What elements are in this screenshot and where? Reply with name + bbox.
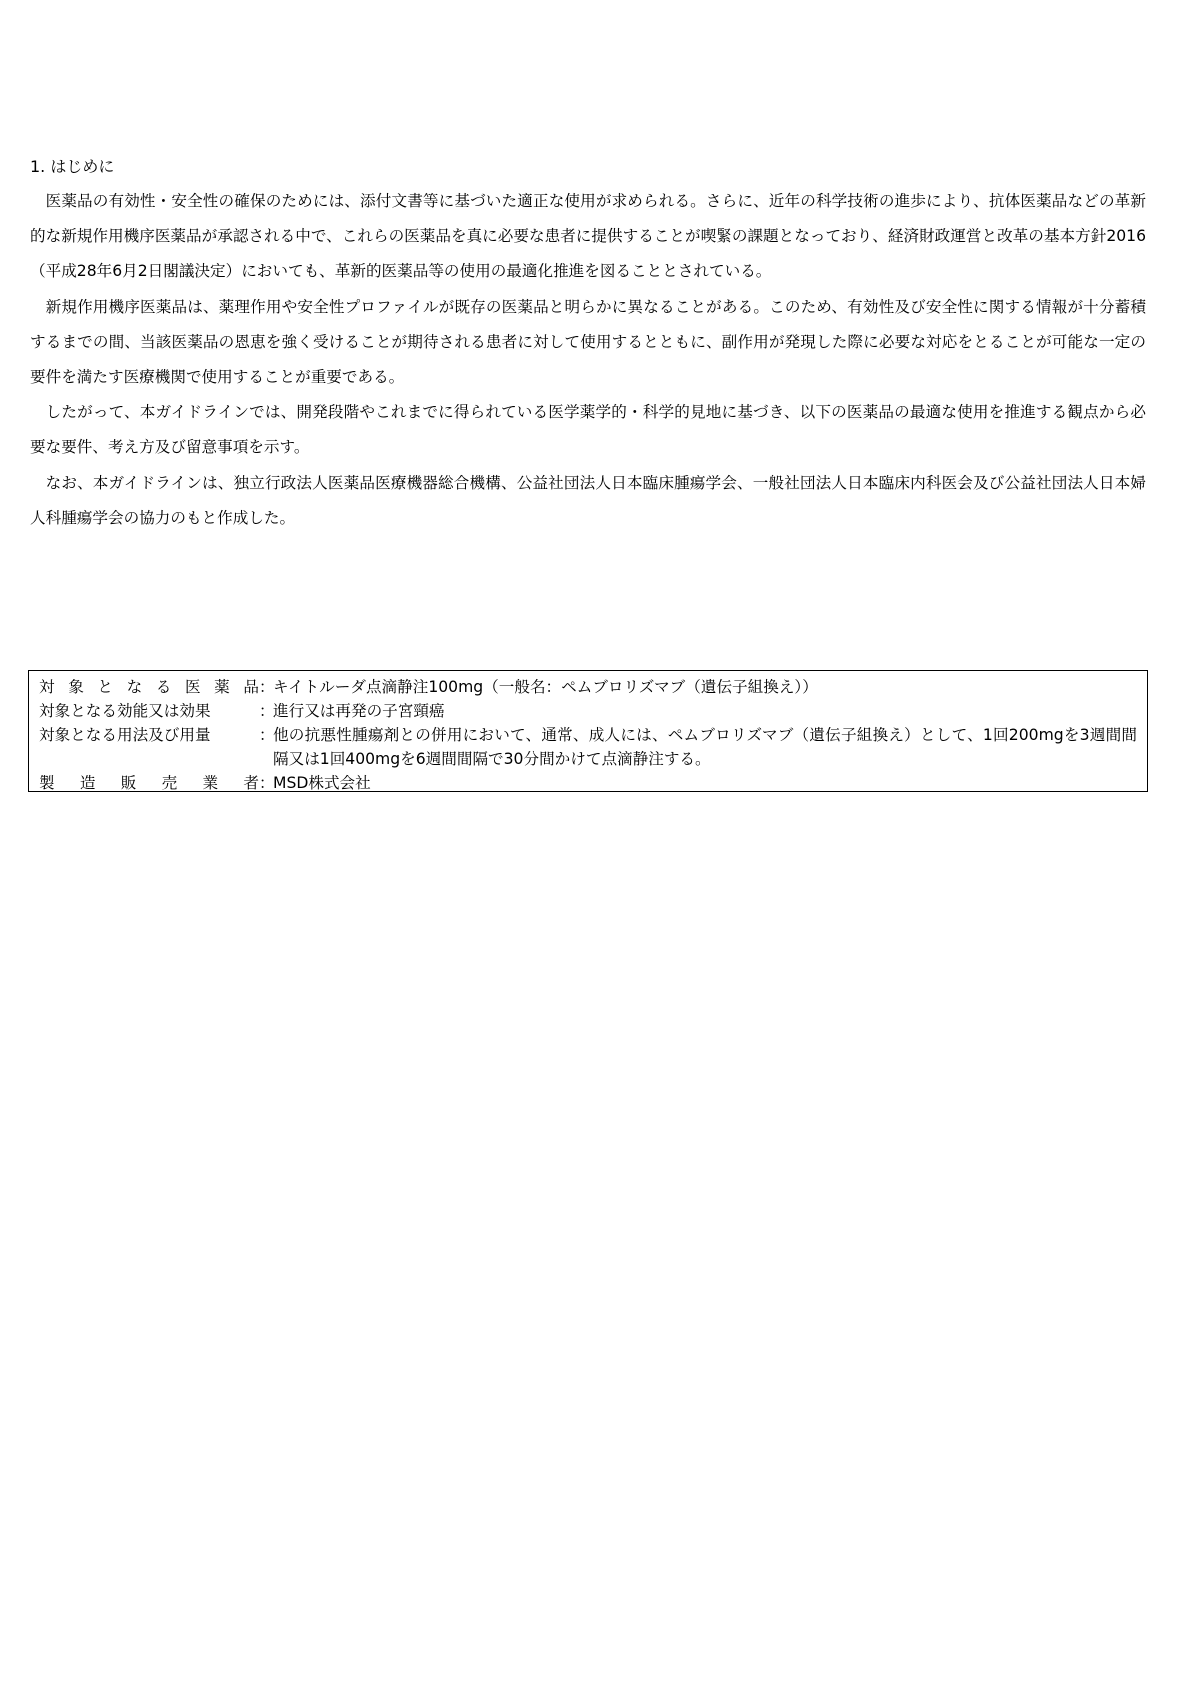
info-colon: ： — [259, 774, 275, 792]
paragraph: 医薬品の有効性・安全性の確保のためには、添付文書等に基づいた適正な使用が求められる。さらに、近年の科学技術の進歩により、抗体医薬品などの革新的な新規作用機序医薬品が承認される中で、これらの医薬品を真に必要な患者に提供することが喫緊の課題となっており、経済財政運営と改革の基本方針2016（平成28年6月2日閣議決定）においても、革新的医薬品等の使用の最適化推進を図ることとされている。 — [30, 192, 1146, 281]
label-char: 対 — [39, 678, 55, 696]
info-colon: ： — [259, 678, 275, 696]
label-char: 医 — [184, 678, 201, 696]
label-text: 対象となる効能又は効果 — [39, 702, 211, 720]
info-value: キイトルーダ点滴静注100mg（一般名：ペムブロリズマブ（遺伝子組換え）） — [273, 678, 818, 696]
introduction-body — [30, 184, 1146, 536]
info-colon: ： — [259, 702, 275, 720]
info-label — [39, 675, 259, 699]
info-row-manufacturer — [39, 771, 1137, 795]
label-char: 製 — [39, 774, 55, 792]
paragraph: なお、本ガイドラインは、独立行政法人医薬品医療機器総合機構、公益社団法人日本臨床腫瘍学会、一般社団法人日本臨床内科医会及び公益社団法人日本婦人科腫瘍学会の協力のもと作成した。 — [30, 473, 1146, 527]
info-label — [39, 723, 259, 747]
paragraph: 新規作用機序医薬品は、薬理作用や安全性プロファイルが既存の医薬品と明らかに異なることがある。このため、有効性及び安全性に関する情報が十分蓄積するまでの間、当該医薬品の恩恵を強く受けることが期待される患者に対して使用するとともに、副作用が発現した際に必要な対応をとることが可能な一定の要件を満たす医療機関で使用することが重要である。 — [30, 297, 1146, 387]
paragraph: したがって、本ガイドラインでは、開発段階やこれまでに得られている医学薬学的・科学的見地に基づき、以下の医薬品の最適な使用を推進する観点から必要な要件、考え方及び留意事項を示す。 — [30, 403, 1146, 457]
info-value: 進行又は再発の子宮頸癌 — [273, 702, 445, 720]
label-char: な — [126, 678, 143, 696]
section-heading: 1. はじめに — [30, 157, 115, 176]
label-char: 象 — [68, 678, 84, 696]
label-char: 造 — [79, 774, 96, 792]
info-value: MSD株式会社 — [273, 774, 371, 792]
label-text: 対象となる用法及び用量 — [39, 726, 211, 744]
label-char: 薬 — [214, 678, 230, 696]
info-row-dosage — [39, 723, 1137, 771]
info-colon: ： — [259, 726, 275, 744]
label-char: 者 — [243, 774, 259, 792]
info-label — [39, 699, 259, 723]
info-label — [39, 771, 259, 795]
label-char: 業 — [202, 774, 219, 792]
info-row-target-drug — [39, 675, 1137, 699]
label-char: 品 — [243, 678, 259, 696]
info-value: 他の抗悪性腫瘍剤との併用において、通常、成人には、ペムブロリズマブ（遺伝子組換え）として、1回200mgを3週間間隔又は1回400mgを6週間間隔で30分間かけて点滴静注する。 — [273, 726, 1137, 768]
label-char: る — [155, 678, 172, 696]
label-char: と — [97, 678, 113, 696]
label-char: 売 — [161, 774, 178, 792]
target-drug-info-box — [28, 670, 1148, 792]
label-char: 販 — [120, 774, 137, 792]
info-row-indication — [39, 699, 1137, 723]
